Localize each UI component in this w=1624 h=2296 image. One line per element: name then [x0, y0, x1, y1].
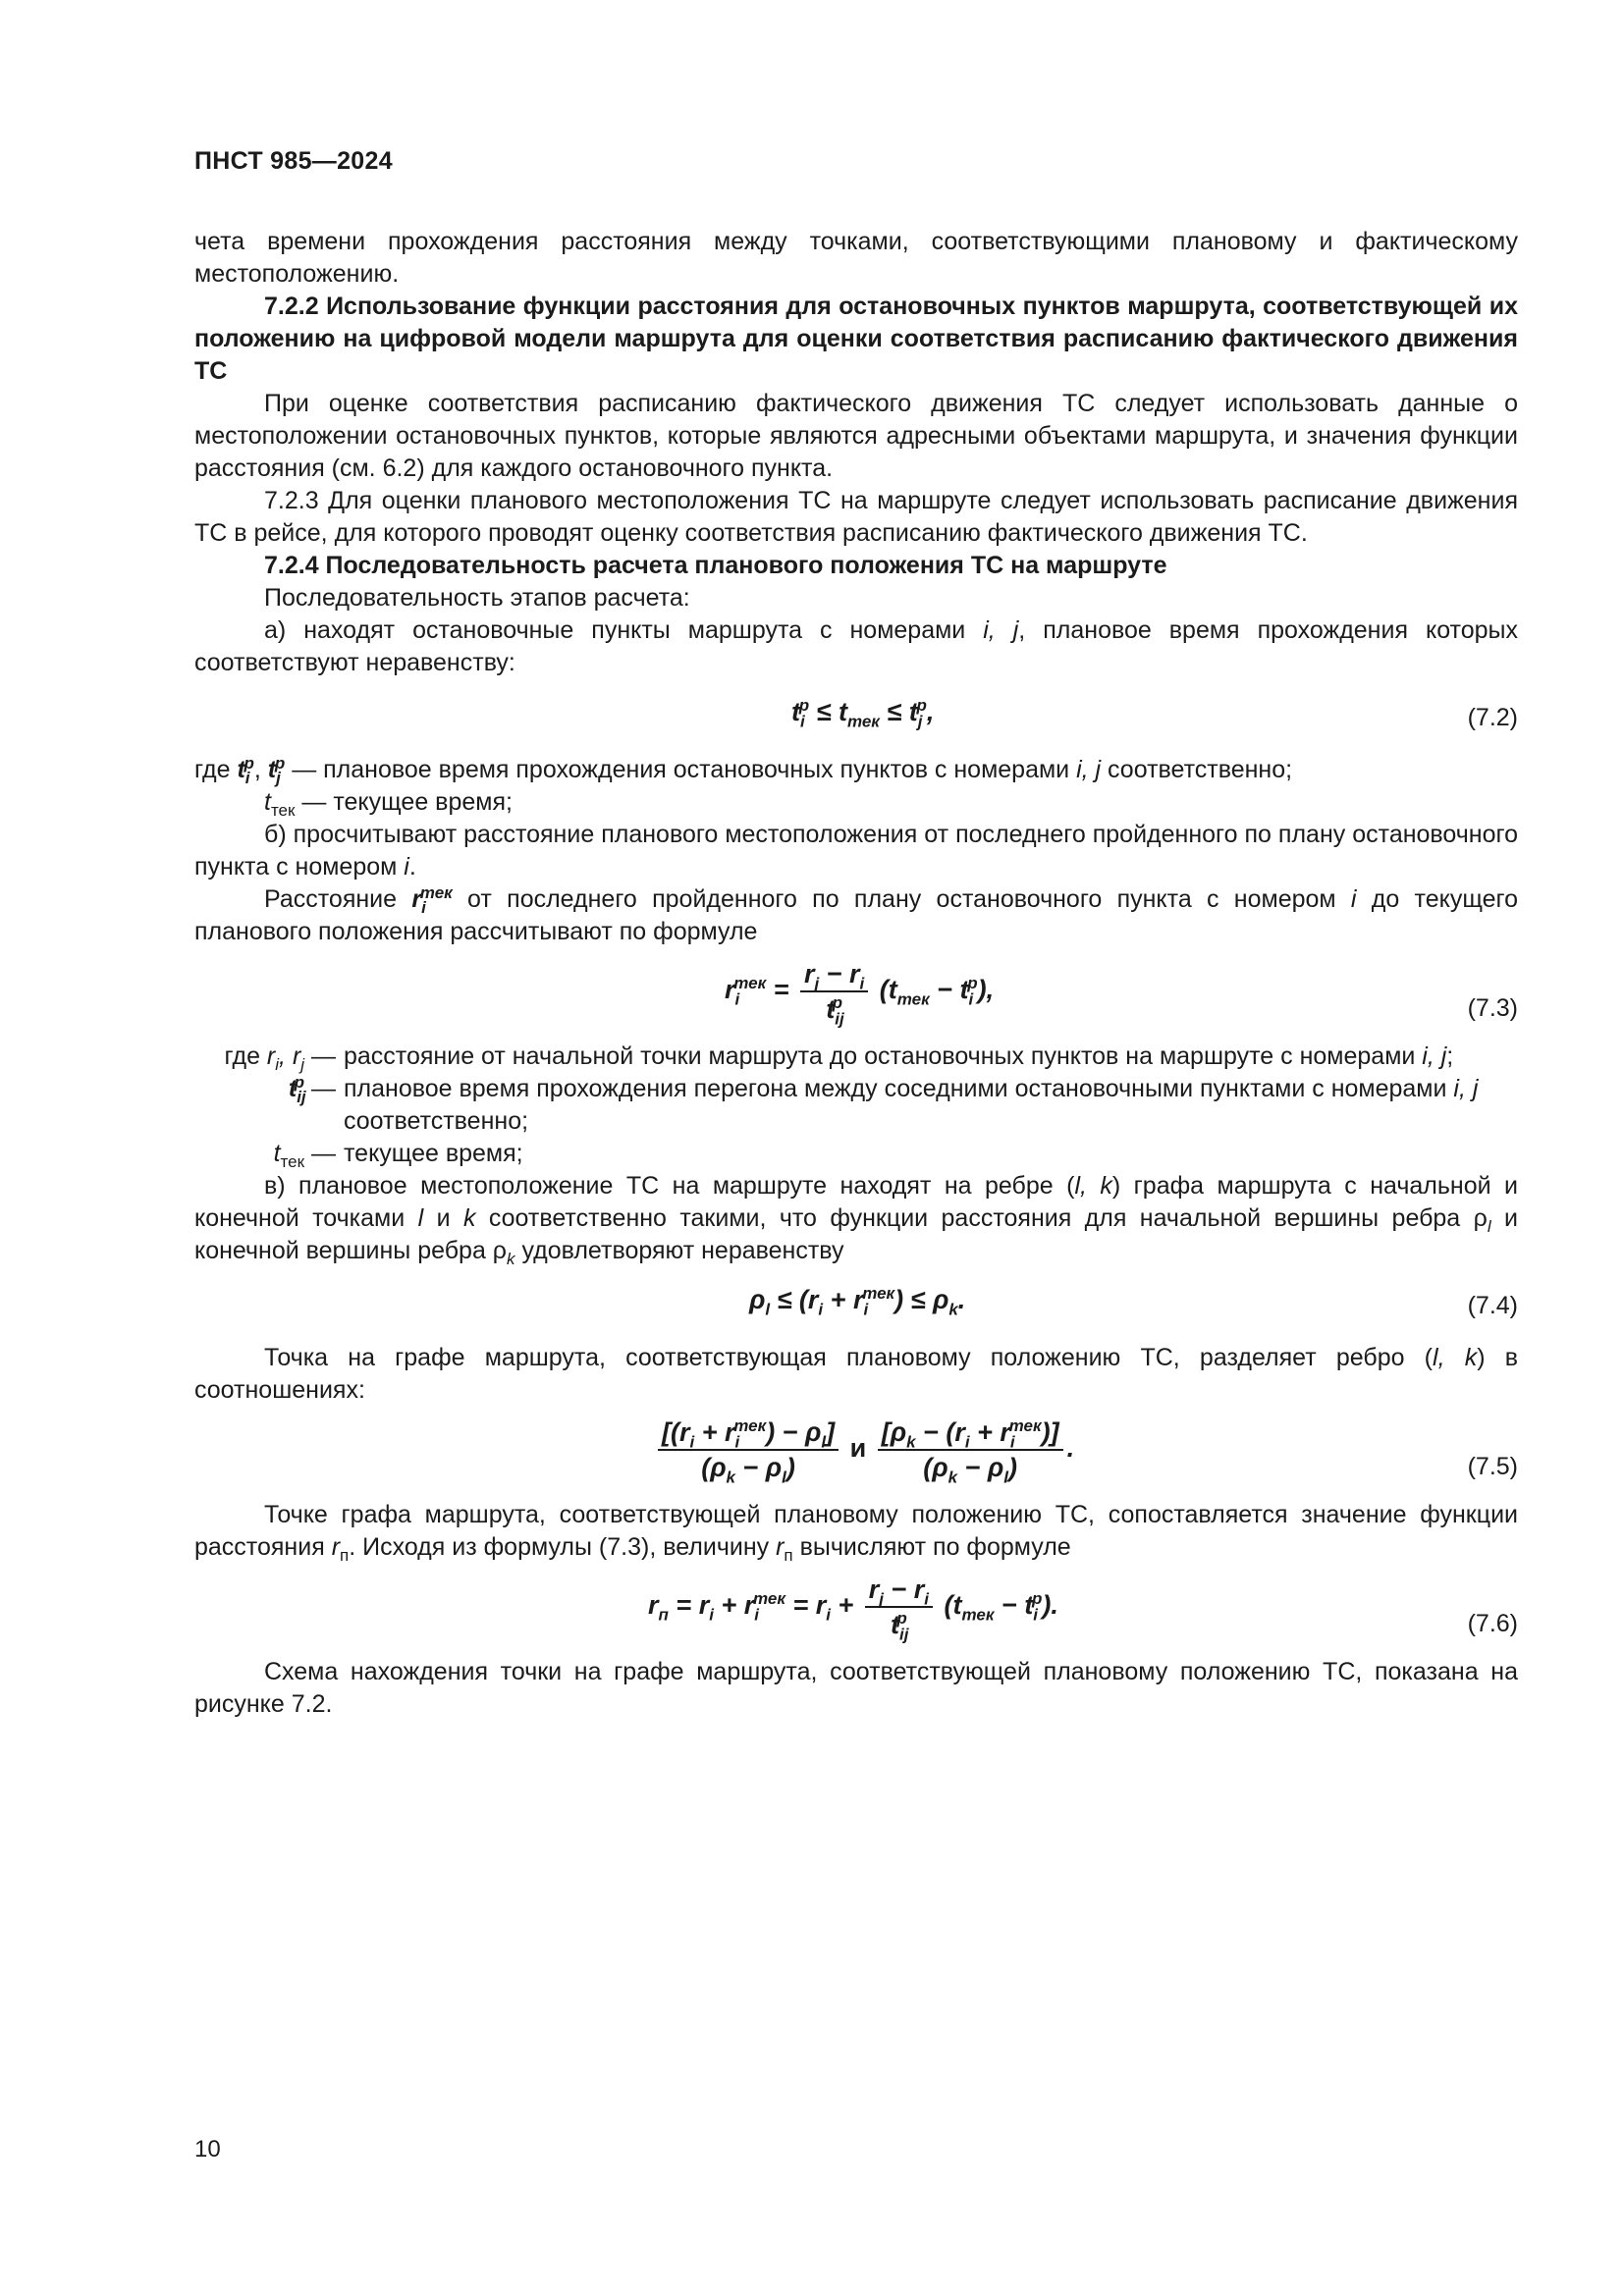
formula-7-3: $r_i^{тек}$ = $\frac{r_j - r_i}{t_{ij}^p}$ $(t_{тек} - t_i^p)$,	[725, 959, 995, 1029]
formula-7-5: $\frac{[(r_i + r_i^{тек}) - \rho_l]}{(\rho_k - \rho_l)}$ и $\frac{[\rho_k - (r_i + r_i^{тек})]}{(\rho_k - \rho_l)}$ .	[654, 1416, 1074, 1483]
equation-7-4	[194, 1281, 1518, 1324]
equation-7-2	[194, 693, 1518, 736]
equation-number: (7.6)	[1467, 1610, 1518, 1637]
where-2-list	[194, 1041, 1518, 1170]
section-7-2-2-body: При оценке соответствия расписанию фактического движения ТС следует использовать данные о местоположении остановочных пунктов, которые являются адресными объектами маршрута, и значения функции расстояния (см. 6.2) для каждого остановочного пункта.	[194, 390, 1518, 482]
doc-header: ПНСТ 985—2024	[194, 147, 393, 175]
equation-number: (7.5)	[1467, 1453, 1518, 1480]
step-v: в) плановое местоположение ТС на маршруте находят на ребре (l, k) графа маршрута с начальной и конечной точками l и k соответственно такими, что функции расстояния для начальной вершины ребра $\rho_l$ и конечной вершины ребра $\rho_k$ удовлетворяют неравенству	[194, 1172, 1519, 1268]
section-7-2-2-title: 7.2.2 Использование функции расстояния для остановочных пунктов маршрута, соответствующей их положению на цифровой модели маршрута для оценки соответствия расписанию фактического движения ТС	[194, 293, 1518, 385]
section-7-2-4-intro: Последовательность этапов расчета:	[264, 584, 690, 612]
equation-7-3	[194, 958, 1518, 1027]
step-b: б) просчитывают расстояние планового местоположения от последнего пройденного по плану остановочного пункта с номером i.	[194, 821, 1518, 881]
where-2-row-1: где $r_i$, $r_j$ — расстояние от начальной точки маршрута до остановочных пунктов на маршруте с номерами i, j;	[224, 1042, 1454, 1074]
section-7-2-3: 7.2.3 Для оценки планового местоположения ТС на маршруте следует использовать расписание движения ТС в рейсе, для которого проводят оценку соответствия расписанию фактического движения ТС.	[194, 487, 1518, 547]
paragraph-intro: чета времени прохождения расстояния между точками, соответствующими плановому и фактическому местоположению.	[194, 228, 1518, 288]
graph-paragraph: Точка на графе маршрута, соответствующая плановому положению ТС, разделяет ребро (l, k) в соотношениях:	[194, 1344, 1518, 1404]
formula-7-4: $\rho_l \le (r_i + r_i^{тек}) \le \rho_k$.	[749, 1284, 966, 1319]
document-body	[194, 226, 1518, 1721]
equation-number: (7.3)	[1467, 994, 1518, 1022]
equation-number: (7.4)	[1467, 1292, 1518, 1319]
distance-paragraph: Расстояние $r_i^{тек}$ от последнего пройденного по плану остановочного пункта с номером i до текущего планового положения рассчитывают по формуле	[194, 882, 1519, 945]
equation-7-5	[194, 1416, 1518, 1485]
page-number: 10	[194, 2136, 221, 2163]
where-2-row-3: $t_{тек}$ — текущее время;	[273, 1140, 523, 1171]
scheme-paragraph: Схема нахождения точки на графе маршрута, соответствующей плановому положению ТС, показана на рисунке 7.2.	[194, 1658, 1518, 1718]
equation-number: (7.2)	[1467, 704, 1518, 731]
equation-7-6	[194, 1574, 1518, 1642]
where-1-line-2: $t_{тек}$ — текущее время;	[264, 788, 513, 820]
step-a: а) находят остановочные пункты маршрута с номерами i, j, плановое время прохождения которых соответствуют неравенству:	[194, 616, 1519, 676]
formula-7-2: $t_i^p \le t_{тек} \le t_j^p$,	[791, 696, 935, 731]
function-paragraph: Точке графа маршрута, соответствующей плановому положению ТС, сопоставляется значение функции расстояния $r_п$. Исходя из формулы (7.3), величину $r_п$ вычисляют по формуле	[194, 1501, 1518, 1565]
where-2-row-2: $t_{ij}^p$ — плановое время прохождения перегона между соседними остановочными пунктами с номерами i, j соответственно;	[288, 1072, 1479, 1135]
section-7-2-4-title: 7.2.4 Последовательность расчета планового положения ТС на маршруте	[264, 552, 1167, 579]
document-page	[194, 0, 1518, 2296]
formula-7-6: $r_п = r_i + r_i^{тек} = r_i$ + $\frac{r_j - r_i}{t_{ij}^p}$ $(t_{тек} - t_i^p)$.	[648, 1575, 1058, 1644]
where-1-line-1: где $t_i^p$, $t_j^p$ — плановое время прохождения остановочных пунктов с номерами i, j соответственно;	[194, 753, 1293, 787]
